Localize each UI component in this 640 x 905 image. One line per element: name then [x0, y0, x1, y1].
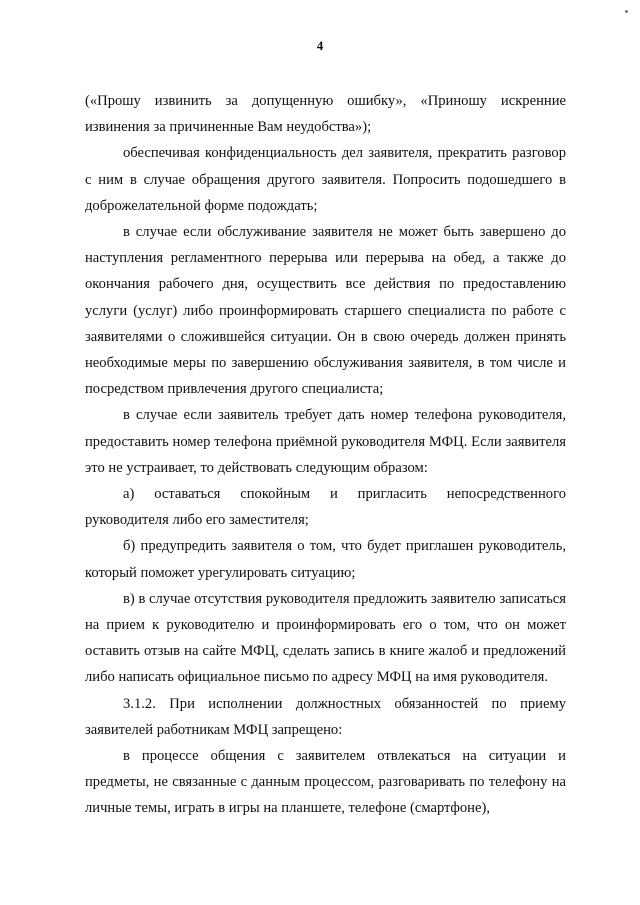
- paragraph-9: в процессе общения с заявителем отвлекаться на ситуации и предметы, не связанные с данным процессом, разговаривать по телефону на личные темы, играть в игры на планшете, телефоне (смартфоне),: [85, 748, 566, 817]
- paragraph-1: («Прошу извинить за допущенную ошибку», «Приношу искренние извинения за причиненные Вам неудобства»);: [85, 93, 566, 136]
- document-body: [85, 88, 566, 822]
- page-number: 4: [316, 38, 324, 53]
- paragraph-7: в) в случае отсутствия руководителя предложить заявителю записаться на прием к руководителю и проинформировать его о том, что он может оставить отзыв на сайте МФЦ, сделать запись в книге жалоб и предложений либо написать официальное письмо по адресу МФЦ на имя руководителя.: [85, 590, 566, 686]
- paragraph-2: обеспечивая конфиденциальность дел заявителя, прекратить разговор с ним в случае обращения другого заявителя. Попросить подошедшего в доброжелательной форме подождать;: [85, 145, 566, 214]
- paragraph-8: 3.1.2. При исполнении должностных обязанностей по приему заявителей работникам МФЦ запрещено:: [85, 695, 566, 738]
- paragraph-4: в случае если заявитель требует дать номер телефона руководителя, предоставить номер телефона приёмной руководителя МФЦ. Если заявителя это не устраивает, то действовать следующим образом:: [85, 407, 566, 476]
- scan-mark: [625, 10, 628, 13]
- paragraph-5: а) оставаться спокойным и пригласить непосредственного руководителя либо его заместителя;: [85, 486, 566, 529]
- paragraph-6: б) предупредить заявителя о том, что будет приглашен руководитель, который поможет урегулировать ситуацию;: [85, 538, 566, 581]
- paragraph-3: в случае если обслуживание заявителя не может быть завершено до наступления регламентного перерыва или перерыва на обед, а также до окончания рабочего дня, осуществить все действия по предоставлению услуги (услуг) либо проинформировать старшего специалиста по работе с заявителями о сложившейся ситуации. Он в свою очередь должен принять необходимые меры по завершению обслуживания заявителя, в том числе и посредством привлечения другого специалиста;: [85, 224, 566, 398]
